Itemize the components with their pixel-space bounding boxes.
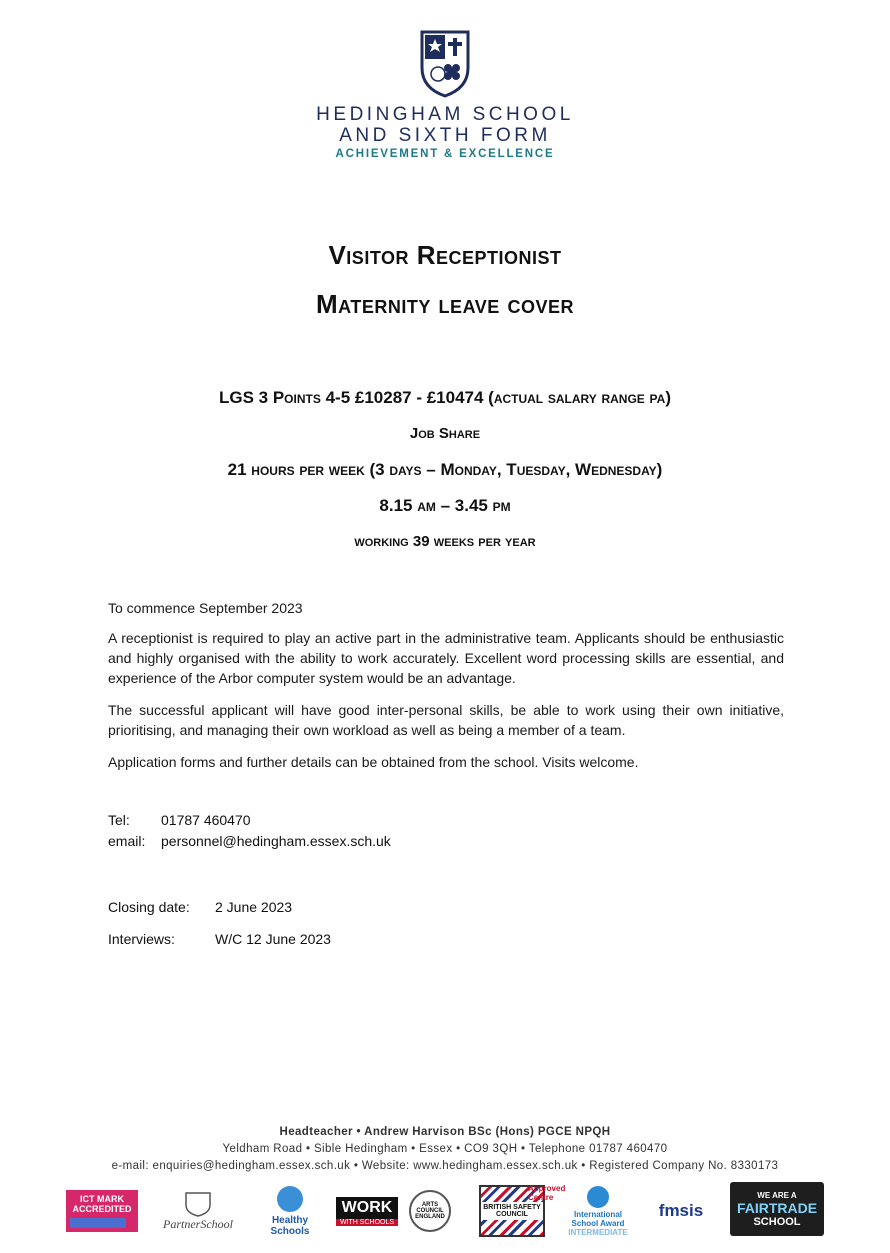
fmsis-logo xyxy=(638,1182,724,1240)
email-label: email: xyxy=(108,833,146,849)
interviews-row xyxy=(108,928,331,960)
work-text: WORK xyxy=(336,1197,398,1219)
fmsis-text: fmsis xyxy=(658,1201,704,1220)
footer-headteacher: Headteacher • Andrew Harvison BSc (Hons) PGCE NPQH xyxy=(279,1126,611,1138)
tel-label: Tel: xyxy=(108,812,130,828)
arts-council-ring: ARTS COUNCIL ENGLAND xyxy=(409,1190,451,1232)
footer xyxy=(0,1124,890,1175)
closing-date-value: 2 June 2023 xyxy=(215,899,293,915)
job-share-line: Job Share xyxy=(409,425,481,442)
bsc-approved-text: Approved Centre xyxy=(528,1184,566,1202)
closing-date-label: Closing date: xyxy=(108,899,190,915)
school-crest-icon xyxy=(418,28,472,98)
commence-text: To commence September 2023 xyxy=(108,600,303,616)
school-name-line1: HEDINGHAM SCHOOL xyxy=(316,104,574,125)
footer-address: Yeldham Road • Sible Hedingham • Essex • CO9 3QH • Telephone 01787 460470 xyxy=(222,1143,668,1155)
healthy-schools-icon xyxy=(277,1186,303,1212)
cambridge-partner-logo xyxy=(150,1182,246,1240)
job-description xyxy=(108,598,784,784)
british-safety-council-logo xyxy=(460,1182,564,1240)
cambridge-crest-icon xyxy=(183,1191,213,1217)
ict-mark-text: ICT MARK ACCREDITED xyxy=(72,1194,132,1214)
healthy-schools-logo xyxy=(252,1182,328,1240)
email-value: personnel@hedingham.essex.sch.uk xyxy=(161,833,391,849)
fairtrade-top-text: WE ARE A xyxy=(757,1190,797,1200)
closing-date-row xyxy=(108,896,331,928)
accreditation-logos xyxy=(66,1182,836,1242)
school-motto: ACHIEVEMENT & EXCELLENCE xyxy=(335,148,555,160)
interviews-label: Interviews: xyxy=(108,931,175,947)
fairtrade-mid-text: FAIRTRADE xyxy=(736,1199,818,1216)
job-details xyxy=(0,385,890,565)
description-paragraph-1: A receptionist is required to play an active part in the administrative team. Applicants should be enthusiastic and highly organised with the ability to work accurately. Excellent word processing skills are essential, and experience of the Arbor computer system would be an advantage. xyxy=(108,630,784,686)
description-paragraph-2: The successful applicant will have good inter-personal skills, be able to work using their own initiative, prioritising, and managing their own workload as well as being a member of a team. xyxy=(108,702,784,738)
work-with-schools-logo xyxy=(336,1182,398,1240)
dates-block xyxy=(108,896,331,960)
tel-value: 01787 460470 xyxy=(161,812,251,828)
footer-contact: e-mail: enquiries@hedingham.essex.sch.uk • Website: www.hedingham.essex.sch.uk • Registered Company No. 8330173 xyxy=(111,1160,779,1172)
globe-icon xyxy=(587,1186,609,1208)
job-titles xyxy=(0,240,890,320)
fairtrade-school-logo xyxy=(730,1182,824,1236)
interviews-value: W/C 12 June 2023 xyxy=(215,931,331,947)
weeks-line: working 39 weeks per year xyxy=(354,533,536,550)
ict-mark-logo xyxy=(66,1190,138,1232)
bsc-text: BRITISH SAFETY COUNCIL xyxy=(481,1202,543,1220)
isa-level-text: INTERMEDIATE xyxy=(568,1227,628,1237)
salary-line: LGS 3 Points 4-5 £10287 - £10474 (actual salary range pa) xyxy=(219,388,671,407)
school-name-line2: AND SIXTH FORM xyxy=(339,125,551,146)
contact-block xyxy=(108,810,391,852)
isa-text: International School Award xyxy=(571,1209,625,1228)
fairtrade-bottom-text: SCHOOL xyxy=(753,1215,801,1228)
school-header xyxy=(0,28,890,160)
job-title: Visitor Receptionist xyxy=(328,240,562,270)
school-name xyxy=(0,104,890,146)
healthy-schools-text: Healthy Schools xyxy=(270,1214,310,1237)
email-row xyxy=(108,831,391,852)
arts-council-logo xyxy=(406,1182,454,1240)
work-sub-text: WITH SCHOOLS xyxy=(336,1219,398,1226)
description-paragraph-3: Application forms and further details can be obtained from the school. Visits welcome. xyxy=(108,754,639,770)
ict-mark-stripe xyxy=(70,1218,126,1228)
hours-line: 21 hours per week (3 days – Monday, Tuesday, Wednesday) xyxy=(227,460,663,479)
cambridge-partner-text: PartnerSchool xyxy=(163,1216,233,1231)
times-line: 8.15 am – 3.45 pm xyxy=(379,496,511,515)
tel-row xyxy=(108,810,391,831)
international-school-award-logo xyxy=(566,1182,630,1240)
job-subtitle: Maternity leave cover xyxy=(316,289,574,319)
